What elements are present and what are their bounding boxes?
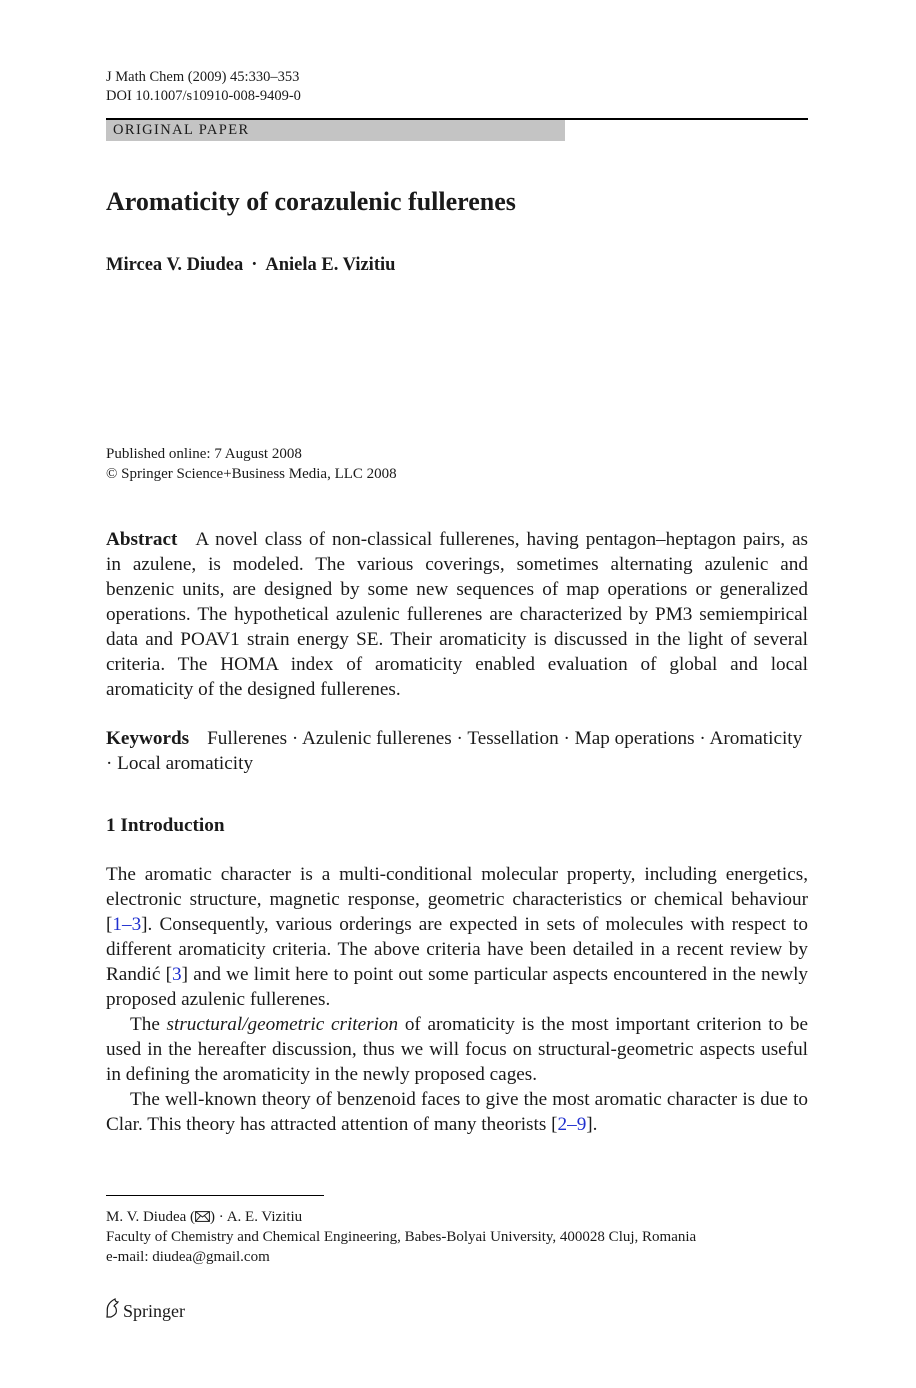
doi: DOI 10.1007/s10910-008-9409-0 (106, 88, 301, 104)
keywords-text: Fullerenes · Azulenic fullerenes · Tessellation · Map operations · Aromaticity · Local aromaticity (106, 728, 803, 774)
footnote-rule (106, 1195, 324, 1196)
published-online: Published online: 7 August 2008 (106, 446, 302, 462)
author-name: Mircea V. Diudea (106, 255, 244, 275)
text-run: ) · A. E. Vizitiu (210, 1209, 303, 1225)
paragraph (106, 1012, 808, 1087)
paper-title: Aromaticity of corazulenic fullerenes (106, 187, 516, 216)
publisher-name: Springer (123, 1301, 185, 1321)
text-run: The aromatic character is a multi-conditional molecular property, including energetics, electronic structure, magnetic response, geometric characteristics or chemical behaviour [ (106, 864, 808, 935)
abstract-text: A novel class of non-classical fullerenes, having pentagon–heptagon pairs, as in azulene, is modeled. The various coverings, sometimes alternating azulenic and benzenic units, are designed by some new sequences of map operations or generalized operations. The hypothetical azulenic fullerenes are characterized by PM3 semiempirical data and POAV1 strain energy SE. Their aromaticity is discussed in the light of several criteria. The HOMA index of aromaticity enabled evaluation of global and local aromaticity of the designed fullerenes. (106, 529, 808, 700)
footnote-authors (106, 1207, 696, 1227)
author-list (106, 253, 395, 277)
author-separator: · (251, 255, 258, 275)
publication-info (106, 444, 397, 484)
text-run: ]. Consequently, various orderings are expected in sets of molecules with respect to different aromaticity criteria. The above criteria have been detailed in a recent review by Randić [ (106, 914, 808, 985)
envelope-icon (195, 1207, 210, 1227)
paragraph (106, 1087, 808, 1137)
abstract (106, 527, 808, 702)
author-name: Aniela E. Vizitiu (265, 255, 396, 275)
citation-link[interactable]: 2–9 (557, 1114, 587, 1135)
abstract-label: Abstract (106, 529, 178, 550)
keywords-label: Keywords (106, 728, 190, 749)
journal-info (106, 68, 301, 106)
text-run: ]. (586, 1114, 598, 1135)
publisher-logo (104, 1298, 185, 1324)
text-run: of aromaticity is the most important criterion to be used in the hereafter discussion, thus we will focus on structural-geometric aspects useful in defining the aromaticity in the newly proposed cages. (106, 1014, 808, 1085)
section-heading: 1 Introduction (106, 815, 225, 836)
text-run: The well-known theory of benzenoid faces to give the most aromatic character is due to Clar. This theory has attracted attention of many theorists [ (106, 1089, 808, 1135)
affiliation: Faculty of Chemistry and Chemical Engineering, Babes-Bolyai University, 400028 Cluj, Romania (106, 1229, 697, 1245)
paragraph (106, 862, 808, 1012)
text-run: M. V. Diudea ( (106, 1209, 196, 1225)
journal-citation: J Math Chem (2009) 45:330–353 (106, 69, 300, 85)
citation-link[interactable]: 1–3 (112, 914, 142, 935)
citation-link[interactable]: 3 (171, 964, 182, 985)
email: e-mail: diudea@gmail.com (106, 1249, 270, 1265)
springer-horse-icon (104, 1298, 123, 1324)
keywords (106, 726, 808, 776)
article-type-label: ORIGINAL PAPER (113, 122, 250, 138)
introduction-body (106, 862, 808, 1137)
emphasis: structural/geometric criterion (166, 1014, 399, 1035)
copyright: © Springer Science+Business Media, LLC 2008 (106, 466, 397, 482)
footnote (106, 1207, 696, 1267)
text-run: The (130, 1014, 167, 1035)
text-run: ] and we limit here to point out some particular aspects encountered in the newly proposed azulenic fullerenes. (106, 964, 808, 1010)
